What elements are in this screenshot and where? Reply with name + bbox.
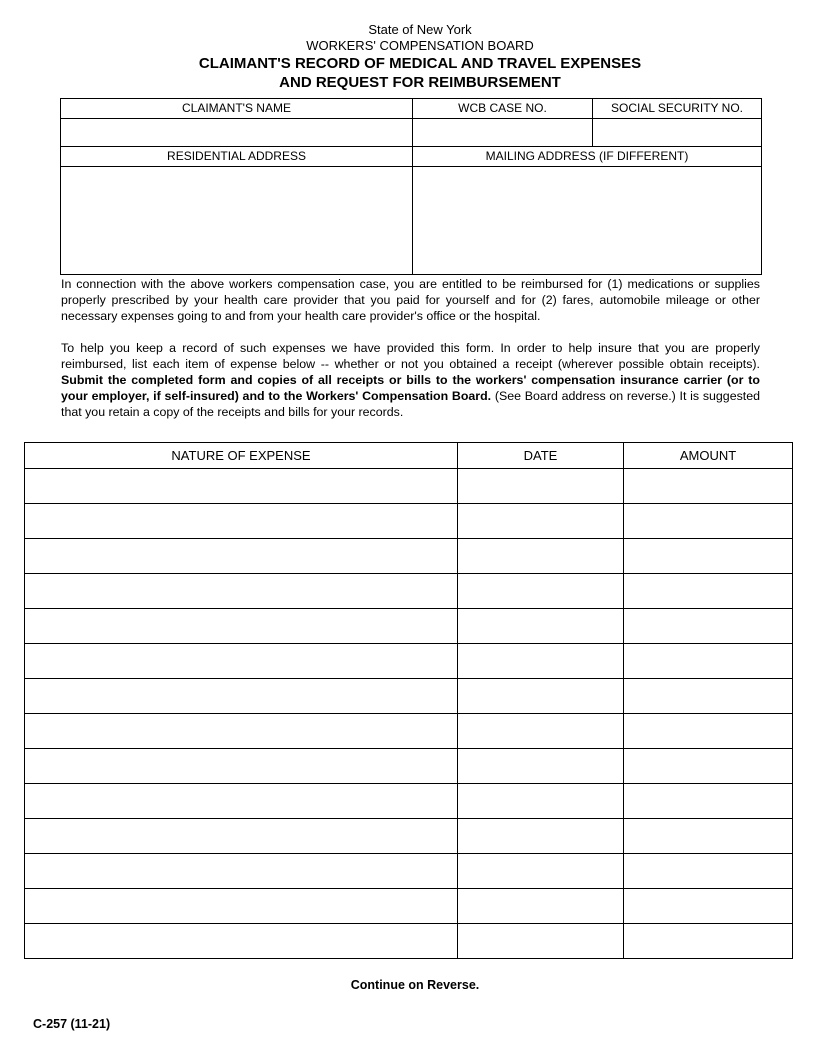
date-cell[interactable] [458,749,624,784]
form-header [0,22,816,92]
expense-row [25,924,793,959]
date-cell[interactable] [458,784,624,819]
nature-of-expense-cell[interactable] [25,749,458,784]
nature-of-expense-cell[interactable] [25,889,458,924]
expense-row [25,714,793,749]
date-cell[interactable] [458,924,624,959]
nature-of-expense-cell[interactable] [25,539,458,574]
nature-of-expense-cell[interactable] [25,854,458,889]
column-header-amount: AMOUNT [624,443,793,469]
instructions-paragraph-2 [61,340,760,420]
expense-row [25,819,793,854]
wcb-case-label: WCB CASE NO. [413,99,593,119]
amount-cell[interactable] [624,819,793,854]
date-cell[interactable] [458,854,624,889]
instructions-text-b: (See Board address on reverse.) It is suggested that you retain a copy of the receipts and bills for your records. [61,389,761,419]
expense-row [25,504,793,539]
form-number: C-257 (11-21) [33,1017,111,1031]
wcb-case-field[interactable] [413,119,592,146]
amount-cell[interactable] [624,609,793,644]
claimant-name-field[interactable] [61,119,412,146]
nature-of-expense-cell[interactable] [25,609,458,644]
ssn-field[interactable] [593,119,761,146]
amount-cell[interactable] [624,574,793,609]
claimant-name-label: CLAIMANT'S NAME [61,99,413,119]
expense-row [25,644,793,679]
nature-of-expense-cell[interactable] [25,679,458,714]
nature-of-expense-cell[interactable] [25,714,458,749]
board-name: WORKERS' COMPENSATION BOARD [306,38,534,53]
amount-cell[interactable] [624,644,793,679]
date-cell[interactable] [458,819,624,854]
date-cell[interactable] [458,644,624,679]
expense-row [25,749,793,784]
expense-row [25,889,793,924]
nature-of-expense-cell[interactable] [25,574,458,609]
residential-address-field[interactable] [61,167,412,274]
expense-rows [25,469,793,959]
nature-of-expense-cell[interactable] [25,819,458,854]
instructions-paragraph-1: In connection with the above workers compensation case, you are entitled to be reimbursed for (1) medications or supplies properly prescribed by your health care provider that you paid for yourself and for (2) fares, automobile mileage or other necessary expenses going to and from your health care provider's office or the hospital. [61,277,760,323]
expense-row [25,854,793,889]
amount-cell[interactable] [624,714,793,749]
expense-row [25,574,793,609]
mailing-address-label: MAILING ADDRESS (IF DIFFERENT) [413,147,762,167]
expense-table [24,442,793,959]
date-cell[interactable] [458,609,624,644]
instructions-submit-bold: Submit the completed form and copies of all receipts or bills to the workers' compensation insurance carrier (or to your employer, if self-insured) and to the Workers' Compensation Board. [61,373,760,403]
amount-cell[interactable] [624,504,793,539]
residential-address-label: RESIDENTIAL ADDRESS [61,147,413,167]
date-cell[interactable] [458,889,624,924]
mailing-address-field[interactable] [413,167,761,274]
expense-row [25,679,793,714]
column-header-date: DATE [458,443,624,469]
amount-cell[interactable] [624,469,793,504]
nature-of-expense-cell[interactable] [25,784,458,819]
expense-row [25,609,793,644]
date-cell[interactable] [458,679,624,714]
amount-cell[interactable] [624,854,793,889]
amount-cell[interactable] [624,889,793,924]
nature-of-expense-cell[interactable] [25,504,458,539]
amount-cell[interactable] [624,784,793,819]
nature-of-expense-cell[interactable] [25,924,458,959]
claimant-info-table [60,98,762,275]
date-cell[interactable] [458,504,624,539]
ssn-label: SOCIAL SECURITY NO. [593,99,762,119]
amount-cell[interactable] [624,749,793,784]
continue-on-reverse: Continue on Reverse. [350,978,480,992]
form-title-line2: AND REQUEST FOR REIMBURSEMENT [279,74,561,91]
date-cell[interactable] [458,714,624,749]
instructions-text-a: To help you keep a record of such expenses we have provided this form. In order to help insure that you are properly reimbursed, list each item of expense below -- whether or not you obtained a receipt (wherever possible obtain receipts). [61,341,760,371]
date-cell[interactable] [458,539,624,574]
expense-row [25,784,793,819]
state-name: State of New York [368,22,472,37]
date-cell[interactable] [458,574,624,609]
expense-row [25,469,793,504]
nature-of-expense-cell[interactable] [25,469,458,504]
nature-of-expense-cell[interactable] [25,644,458,679]
amount-cell[interactable] [624,924,793,959]
column-header-nature: NATURE OF EXPENSE [25,443,458,469]
amount-cell[interactable] [624,539,793,574]
form-title-line1: CLAIMANT'S RECORD OF MEDICAL AND TRAVEL EXPENSES [198,55,642,72]
amount-cell[interactable] [624,679,793,714]
date-cell[interactable] [458,469,624,504]
expense-row [25,539,793,574]
